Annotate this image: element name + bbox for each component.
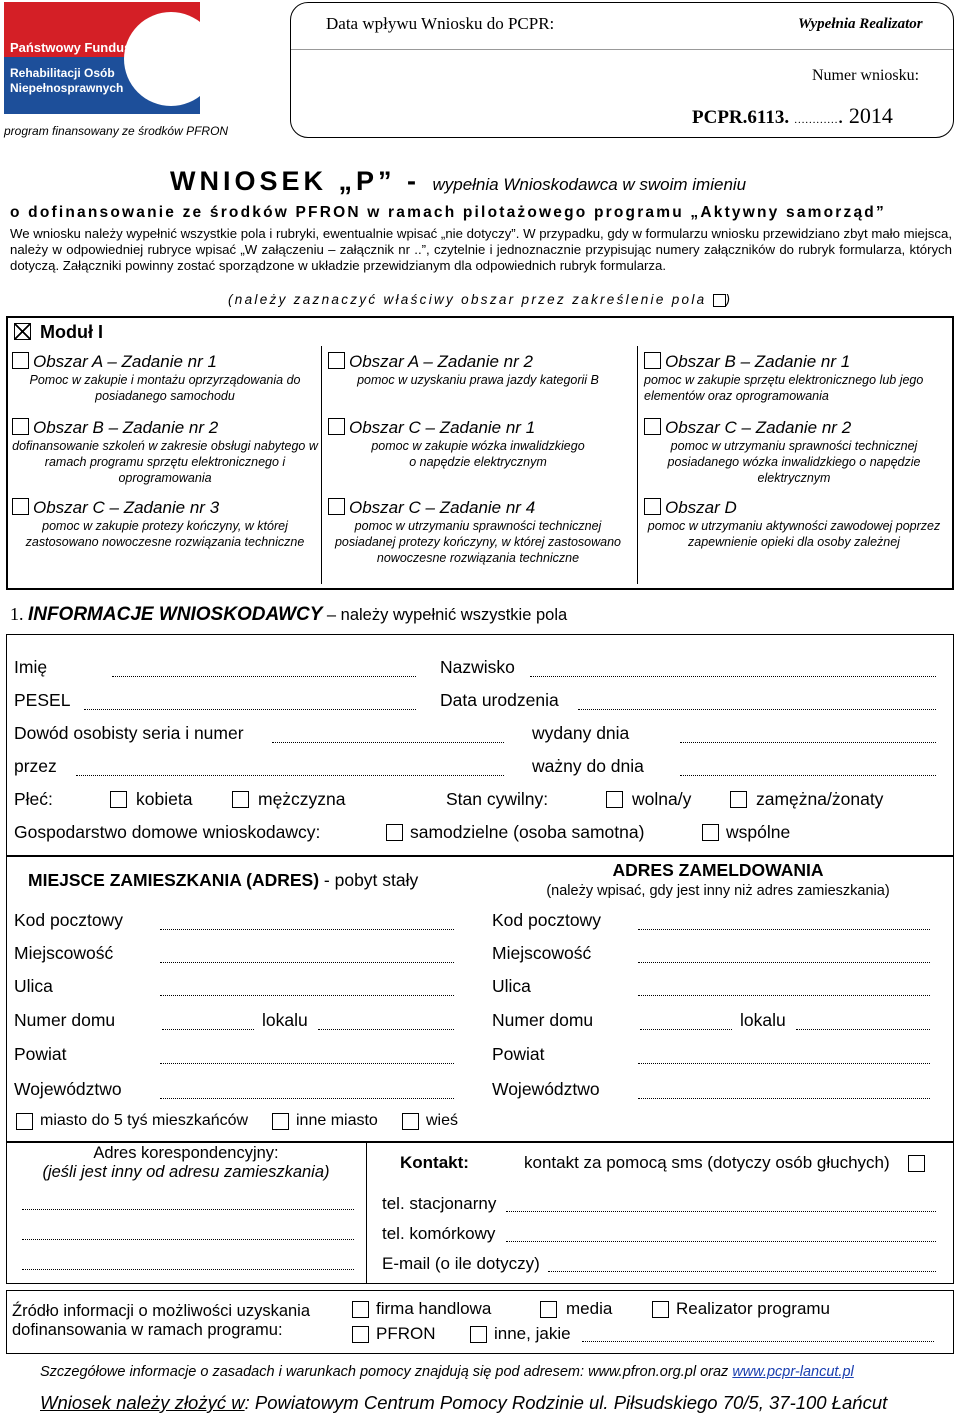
- village-checkbox[interactable]: [402, 1113, 419, 1130]
- module-cell-d: Obszar D pomoc w utrzymaniu aktywności zawodowej poprzez zapewnienie opieki dla osoby zależnej: [644, 498, 944, 550]
- town-small-checkbox[interactable]: [16, 1113, 33, 1130]
- email-label: E-mail (o ile dotyczy): [382, 1254, 540, 1273]
- b2-checkbox[interactable]: [12, 418, 29, 435]
- reg-county-label: Powiat: [492, 1044, 545, 1064]
- res-county-label: Powiat: [14, 1044, 67, 1064]
- module-label: Moduł I: [14, 322, 103, 343]
- res-city-field[interactable]: [160, 962, 454, 963]
- res-province-label: Województwo: [14, 1079, 122, 1099]
- reg-county-field[interactable]: [638, 1063, 930, 1064]
- town-small-label: miasto do 5 tyś mieszkańców: [40, 1112, 249, 1129]
- module-cell-b1: Obszar B – Zadanie nr 1 pomoc w zakupie sprzętu elektronicznego lub jego elementów oraz oprogramowania: [644, 352, 924, 403]
- correspondence-field-3[interactable]: [22, 1269, 354, 1270]
- landline-label: tel. stacjonarny: [382, 1194, 497, 1213]
- town-other-checkbox[interactable]: [272, 1113, 289, 1130]
- mobile-field[interactable]: [506, 1241, 936, 1242]
- b1-checkbox[interactable]: [644, 352, 661, 369]
- issued-on-label: wydany dnia: [532, 723, 630, 743]
- village-label: wieś: [426, 1112, 459, 1129]
- reg-street-label: Ulica: [492, 976, 531, 996]
- reg-province-label: Województwo: [492, 1079, 600, 1099]
- correspondence-field-2[interactable]: [22, 1239, 354, 1240]
- issued-on-field[interactable]: [680, 742, 936, 743]
- module-cell-c1: Obszar C – Zadanie nr 1 pomoc w zakupie wózka inwalidzkiego o napędzie elektrycznym: [328, 418, 628, 470]
- issued-by-field[interactable]: [76, 775, 504, 776]
- reg-house-label: Numer domu: [492, 1010, 594, 1030]
- source-pfron-checkbox[interactable]: [352, 1326, 369, 1343]
- first-name-label: Imię: [14, 657, 48, 677]
- res-province-field[interactable]: [160, 1098, 454, 1099]
- res-city-label: Miejscowość: [14, 943, 114, 963]
- res-flat-field[interactable]: [318, 1029, 454, 1030]
- single-label: wolna/y: [632, 789, 692, 809]
- email-field[interactable]: [548, 1271, 936, 1272]
- filled-by-label: Wypełnia Realizator: [798, 16, 923, 32]
- household-label: Gospodarstwo domowe wnioskodawcy:: [14, 822, 321, 842]
- sex-label: Płeć:: [14, 789, 53, 809]
- household-alone-checkbox[interactable]: [386, 824, 403, 841]
- logo-line2: Rehabilitacji Osób Niepełnosprawnych: [10, 66, 124, 95]
- reg-street-field[interactable]: [638, 995, 930, 996]
- registration-subtitle: (należy wpisać, gdy jest inny niż adres zamieszkania): [546, 883, 890, 899]
- reg-flat-field[interactable]: [796, 1029, 930, 1030]
- module-checkbox[interactable]: [14, 323, 31, 340]
- male-label: mężczyzna: [258, 789, 346, 809]
- last-name-field[interactable]: [530, 676, 936, 677]
- residence-title: MIEJSCE ZAMIESZKANIA (ADRES) - pobyt stały: [28, 870, 419, 890]
- marital-label: Stan cywilny:: [446, 789, 549, 809]
- id-card-field[interactable]: [272, 742, 504, 743]
- source-media-label: media: [566, 1299, 613, 1318]
- reg-postal-label: Kod pocztowy: [492, 910, 601, 930]
- last-name-label: Nazwisko: [440, 657, 515, 677]
- res-flat-label: lokalu: [262, 1010, 308, 1030]
- logo-line1: Państwowy Fundusz: [10, 40, 138, 55]
- section1-header: 1. INFORMACJE WNIOSKODAWCY – należy wypełnić wszystkie pola: [10, 604, 568, 625]
- female-checkbox[interactable]: [110, 791, 127, 808]
- instructions: We wniosku należy wypełnić wszystkie pola i rubryki, ewentualnie wpisać „nie dotyczy”. W przypadku, gdy w formularzu wniosku przewidziano zbyt mało miejsca, należy w odpowiedniej rubryce wpisać „W załączeniu – załącznik nr ..”, czytelnie i jednoznacznie przypisując numery załączników do rubryk formularza, których dotyczą. Załączniki powinny zostać sporządzone w układzie przewidzianym dla odpowiednich rubryk formularza.: [10, 226, 952, 273]
- town-other-label: inne miasto: [296, 1112, 378, 1129]
- res-house-field[interactable]: [162, 1029, 254, 1030]
- source-other-label: inne, jakie: [494, 1324, 571, 1343]
- d-checkbox[interactable]: [644, 498, 661, 515]
- source-pfron-label: PFRON: [376, 1324, 436, 1343]
- res-street-field[interactable]: [160, 995, 454, 996]
- id-card-label: Dowód osobisty seria i numer: [14, 723, 244, 743]
- c1-checkbox[interactable]: [328, 418, 345, 435]
- module-cell-a1: Obszar A – Zadanie nr 1 Pomoc w zakupie i montażu oprzyrządowania do posiadanego samochodu: [12, 352, 318, 404]
- res-house-label: Numer domu: [14, 1010, 116, 1030]
- valid-until-label: ważny do dnia: [532, 756, 644, 776]
- source-realizer-checkbox[interactable]: [652, 1301, 669, 1318]
- c4-checkbox[interactable]: [328, 498, 345, 515]
- program-note: program finansowany ze środków PFRON: [4, 124, 229, 138]
- source-company-label: firma handlowa: [376, 1299, 492, 1318]
- module-cell-c2: Obszar C – Zadanie nr 2 pomoc w utrzymaniu sprawności technicznej posiadanego wózka inwalidzkiego o napędzie elektrycznym: [644, 418, 944, 486]
- res-street-label: Ulica: [14, 976, 53, 996]
- c3-checkbox[interactable]: [12, 498, 29, 515]
- source-label: Źródło informacji o możliwości uzyskania dofinansowania w ramach programu:: [12, 1302, 311, 1339]
- household-shared-label: wspólne: [726, 822, 791, 842]
- male-checkbox[interactable]: [232, 791, 249, 808]
- source-other-checkbox[interactable]: [470, 1326, 487, 1343]
- reg-postal-field[interactable]: [638, 929, 930, 930]
- form-subtitle: o dofinansowanie ze środków PFRON w ramach pilotażowego programu „Aktywny samorząd”: [10, 204, 886, 221]
- module-cell-c3: Obszar C – Zadanie nr 3 pomoc w zakupie protezy kończyny, w której zastosowano nowoczesne rozwiązania techniczne: [12, 498, 318, 550]
- submit-info: Wniosek należy złożyć w: Powiatowym Centrum Pomocy Rodzinie ul. Piłsudskiego 70/5, 37-100 Łańcut: [40, 1392, 888, 1413]
- reg-city-field[interactable]: [638, 962, 930, 963]
- reg-flat-label: lokalu: [740, 1010, 786, 1030]
- reg-province-field[interactable]: [638, 1098, 930, 1099]
- birth-date-field[interactable]: [578, 709, 936, 710]
- res-postal-field[interactable]: [160, 929, 454, 930]
- single-checkbox[interactable]: [606, 791, 623, 808]
- birth-date-label: Data urodzenia: [440, 690, 559, 710]
- res-county-field[interactable]: [160, 1063, 454, 1064]
- footer-info: Szczegółowe informacje o zasadach i warunkach pomocy znajdują się pod adresem: www.pfron.org.pl oraz www.pcpr-lancut.pl: [40, 1364, 854, 1380]
- household-alone-label: samodzielne (osoba samotna): [410, 822, 645, 842]
- res-postal-label: Kod pocztowy: [14, 910, 123, 930]
- c2-checkbox[interactable]: [644, 418, 661, 435]
- issued-by-label: przez: [14, 756, 57, 776]
- module-cell-a2: Obszar A – Zadanie nr 2 pomoc w uzyskaniu prawa jazdy kategorii B: [328, 352, 628, 388]
- a1-checkbox[interactable]: [12, 352, 29, 369]
- pesel-label: PESEL: [14, 690, 71, 710]
- sms-label: kontakt za pomocą sms (dotyczy osób głuchych): [524, 1153, 890, 1172]
- pcpr-link[interactable]: www.pcpr-lancut.pl: [732, 1364, 854, 1380]
- landline-field[interactable]: [506, 1211, 936, 1212]
- female-label: kobieta: [136, 789, 193, 809]
- reg-house-field[interactable]: [640, 1029, 732, 1030]
- household-shared-checkbox[interactable]: [702, 824, 719, 841]
- reg-city-label: Miejscowość: [492, 943, 592, 963]
- contact-label: Kontakt:: [400, 1153, 469, 1172]
- source-company-checkbox[interactable]: [352, 1301, 369, 1318]
- sms-checkbox[interactable]: [908, 1155, 925, 1172]
- pfron-logo: [4, 2, 200, 120]
- source-media-checkbox[interactable]: [540, 1301, 557, 1318]
- form-title: WNIOSEK „P” - wypełnia Wnioskodawca w swoim imieniu: [170, 166, 747, 196]
- source-realizer-label: Realizator programu: [676, 1299, 831, 1318]
- application-number-label: Numer wniosku:: [812, 67, 920, 84]
- module-cell-c4: Obszar C – Zadanie nr 4 pomoc w utrzymaniu sprawności technicznej posiadanej protezy kończyny, w której zastosowano nowoczesne rozwiązania techniczne: [328, 498, 628, 566]
- source-other-field[interactable]: [582, 1341, 934, 1342]
- pesel-field[interactable]: [84, 709, 416, 710]
- correspondence-label: Adres korespondencyjny: (jeśli jest inny od adresu zamieszkania): [42, 1144, 330, 1181]
- married-checkbox[interactable]: [730, 791, 747, 808]
- correspondence-field-1[interactable]: [22, 1209, 354, 1210]
- receipt-date-label: Data wpływu Wniosku do PCPR:: [326, 14, 555, 33]
- married-label: zamężna/żonaty: [756, 789, 884, 809]
- mobile-label: tel. komórkowy: [382, 1224, 496, 1243]
- module-cell-b2: Obszar B – Zadanie nr 2 dofinansowanie szkoleń w zakresie obsługi nabytego w ramach programu sprzętu elektronicznego i oprogramowania: [12, 418, 318, 485]
- a2-checkbox[interactable]: [328, 352, 345, 369]
- first-name-field[interactable]: [112, 676, 416, 677]
- registration-title: ADRES ZAMELDOWANIA: [612, 860, 824, 880]
- application-number: PCPR.6113. …………. 2014: [692, 103, 893, 128]
- mark-hint: (należy zaznaczyć właściwy obszar przez zakreślenie pola ): [228, 292, 733, 307]
- valid-until-field[interactable]: [680, 775, 936, 776]
